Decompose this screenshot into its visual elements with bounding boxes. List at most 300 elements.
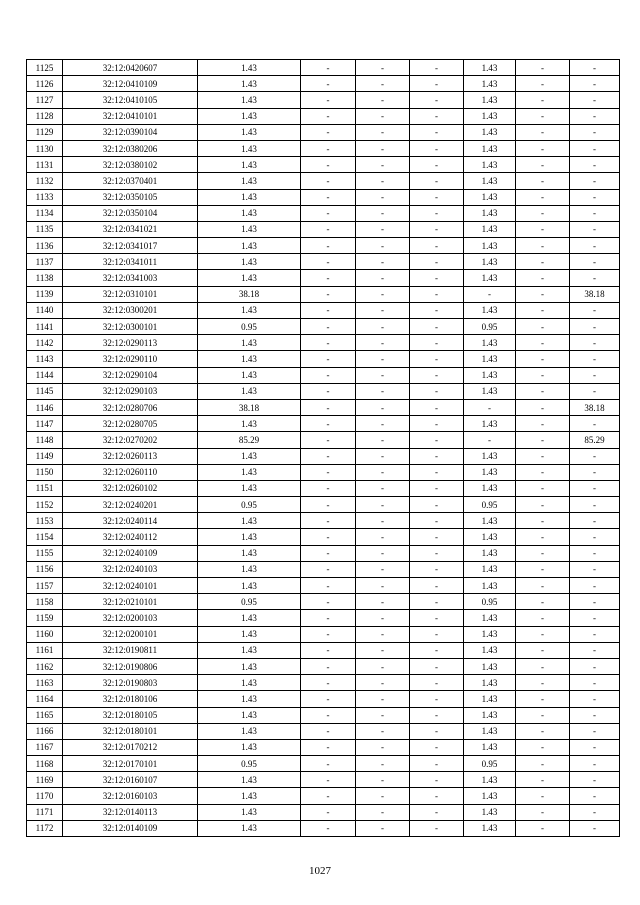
total-cell: 1.43 bbox=[198, 464, 301, 480]
cadastral-number-cell: 32:12:0410105 bbox=[63, 92, 198, 108]
col4-cell: - bbox=[301, 578, 356, 594]
col9-cell: - bbox=[570, 92, 620, 108]
row-number-cell: 1148 bbox=[27, 432, 63, 448]
col5-cell: - bbox=[356, 399, 410, 415]
col8-cell: - bbox=[516, 820, 570, 836]
table-row bbox=[27, 76, 620, 92]
col5-cell: - bbox=[356, 367, 410, 383]
col4-cell: - bbox=[301, 140, 356, 156]
col5-cell: - bbox=[356, 529, 410, 545]
col9-cell: - bbox=[570, 448, 620, 464]
col7-cell: 1.43 bbox=[464, 626, 516, 642]
col8-cell: - bbox=[516, 756, 570, 772]
table-row bbox=[27, 545, 620, 561]
row-number-cell: 1171 bbox=[27, 804, 63, 820]
cadastral-number-cell: 32:12:0240112 bbox=[63, 529, 198, 545]
col6-cell: - bbox=[410, 124, 464, 140]
col6-cell: - bbox=[410, 92, 464, 108]
total-cell: 1.43 bbox=[198, 173, 301, 189]
col4-cell: - bbox=[301, 788, 356, 804]
col4-cell: - bbox=[301, 820, 356, 836]
total-cell: 1.43 bbox=[198, 254, 301, 270]
col5-cell: - bbox=[356, 254, 410, 270]
col6-cell: - bbox=[410, 351, 464, 367]
col4-cell: - bbox=[301, 464, 356, 480]
col4-cell: - bbox=[301, 221, 356, 237]
col8-cell: - bbox=[516, 497, 570, 513]
col8-cell: - bbox=[516, 140, 570, 156]
table-row bbox=[27, 254, 620, 270]
row-number-cell: 1142 bbox=[27, 335, 63, 351]
row-number-cell: 1164 bbox=[27, 691, 63, 707]
col8-cell: - bbox=[516, 108, 570, 124]
cadastral-number-cell: 32:12:0190811 bbox=[63, 642, 198, 658]
col7-cell: 1.43 bbox=[464, 804, 516, 820]
cadastral-number-cell: 32:12:0140109 bbox=[63, 820, 198, 836]
row-number-cell: 1160 bbox=[27, 626, 63, 642]
col4-cell: - bbox=[301, 626, 356, 642]
col6-cell: - bbox=[410, 578, 464, 594]
col8-cell: - bbox=[516, 221, 570, 237]
col7-cell: 1.43 bbox=[464, 302, 516, 318]
row-number-cell: 1127 bbox=[27, 92, 63, 108]
col7-cell: 1.43 bbox=[464, 707, 516, 723]
col9-cell: - bbox=[570, 642, 620, 658]
total-cell: 1.43 bbox=[198, 335, 301, 351]
col9-cell: - bbox=[570, 723, 620, 739]
total-cell: 1.43 bbox=[198, 626, 301, 642]
cadastral-number-cell: 32:12:0160103 bbox=[63, 788, 198, 804]
col7-cell: - bbox=[464, 432, 516, 448]
total-cell: 1.43 bbox=[198, 691, 301, 707]
row-number-cell: 1165 bbox=[27, 707, 63, 723]
table-row bbox=[27, 723, 620, 739]
cadastral-number-cell: 32:12:0180101 bbox=[63, 723, 198, 739]
row-number-cell: 1130 bbox=[27, 140, 63, 156]
total-cell: 1.43 bbox=[198, 820, 301, 836]
col6-cell: - bbox=[410, 626, 464, 642]
col5-cell: - bbox=[356, 270, 410, 286]
col9-cell: - bbox=[570, 772, 620, 788]
table-row bbox=[27, 189, 620, 205]
col5-cell: - bbox=[356, 335, 410, 351]
col8-cell: - bbox=[516, 707, 570, 723]
col6-cell: - bbox=[410, 383, 464, 399]
row-number-cell: 1134 bbox=[27, 205, 63, 221]
col9-cell: - bbox=[570, 416, 620, 432]
col6-cell: - bbox=[410, 302, 464, 318]
col6-cell: - bbox=[410, 561, 464, 577]
table-row bbox=[27, 739, 620, 755]
col8-cell: - bbox=[516, 286, 570, 302]
col4-cell: - bbox=[301, 189, 356, 205]
col8-cell: - bbox=[516, 383, 570, 399]
col6-cell: - bbox=[410, 221, 464, 237]
table-row bbox=[27, 221, 620, 237]
cadastral-number-cell: 32:12:0370401 bbox=[63, 173, 198, 189]
row-number-cell: 1163 bbox=[27, 675, 63, 691]
col4-cell: - bbox=[301, 416, 356, 432]
col4-cell: - bbox=[301, 319, 356, 335]
col8-cell: - bbox=[516, 788, 570, 804]
table-row bbox=[27, 578, 620, 594]
row-number-cell: 1167 bbox=[27, 739, 63, 755]
row-number-cell: 1132 bbox=[27, 173, 63, 189]
col5-cell: - bbox=[356, 788, 410, 804]
col7-cell: 1.43 bbox=[464, 513, 516, 529]
col6-cell: - bbox=[410, 319, 464, 335]
cadastral-number-cell: 32:12:0260102 bbox=[63, 480, 198, 496]
row-number-cell: 1154 bbox=[27, 529, 63, 545]
table-row bbox=[27, 464, 620, 480]
col6-cell: - bbox=[410, 739, 464, 755]
col7-cell: 1.43 bbox=[464, 675, 516, 691]
col5-cell: - bbox=[356, 626, 410, 642]
col9-cell: - bbox=[570, 804, 620, 820]
col5-cell: - bbox=[356, 675, 410, 691]
col9-cell: - bbox=[570, 675, 620, 691]
row-number-cell: 1168 bbox=[27, 756, 63, 772]
total-cell: 0.95 bbox=[198, 497, 301, 513]
col7-cell: 1.43 bbox=[464, 691, 516, 707]
total-cell: 1.43 bbox=[198, 739, 301, 755]
col4-cell: - bbox=[301, 545, 356, 561]
col5-cell: - bbox=[356, 513, 410, 529]
col4-cell: - bbox=[301, 772, 356, 788]
col5-cell: - bbox=[356, 124, 410, 140]
row-number-cell: 1152 bbox=[27, 497, 63, 513]
col9-cell: - bbox=[570, 157, 620, 173]
col9-cell: - bbox=[570, 561, 620, 577]
total-cell: 1.43 bbox=[198, 675, 301, 691]
col5-cell: - bbox=[356, 319, 410, 335]
total-cell: 1.43 bbox=[198, 140, 301, 156]
total-cell: 38.18 bbox=[198, 286, 301, 302]
col9-cell: - bbox=[570, 497, 620, 513]
col9-cell: - bbox=[570, 383, 620, 399]
table-row bbox=[27, 804, 620, 820]
col5-cell: - bbox=[356, 432, 410, 448]
cadastral-number-cell: 32:12:0260113 bbox=[63, 448, 198, 464]
cadastral-number-cell: 32:12:0180106 bbox=[63, 691, 198, 707]
cadastral-number-cell: 32:12:0341011 bbox=[63, 254, 198, 270]
cadastral-number-cell: 32:12:0350105 bbox=[63, 189, 198, 205]
cadastral-number-cell: 32:12:0350104 bbox=[63, 205, 198, 221]
cadastral-number-cell: 32:12:0390104 bbox=[63, 124, 198, 140]
table-row bbox=[27, 788, 620, 804]
col5-cell: - bbox=[356, 723, 410, 739]
col8-cell: - bbox=[516, 594, 570, 610]
col4-cell: - bbox=[301, 804, 356, 820]
total-cell: 0.95 bbox=[198, 319, 301, 335]
col9-cell: - bbox=[570, 480, 620, 496]
col7-cell: 1.43 bbox=[464, 367, 516, 383]
table-row bbox=[27, 594, 620, 610]
col9-cell: - bbox=[570, 658, 620, 674]
total-cell: 1.43 bbox=[198, 157, 301, 173]
col6-cell: - bbox=[410, 140, 464, 156]
cadastral-number-cell: 32:12:0200103 bbox=[63, 610, 198, 626]
row-number-cell: 1139 bbox=[27, 286, 63, 302]
cadastral-number-cell: 32:12:0300101 bbox=[63, 319, 198, 335]
cadastral-number-cell: 32:12:0300201 bbox=[63, 302, 198, 318]
cadastral-number-cell: 32:12:0190803 bbox=[63, 675, 198, 691]
col5-cell: - bbox=[356, 578, 410, 594]
row-number-cell: 1145 bbox=[27, 383, 63, 399]
col7-cell: 1.43 bbox=[464, 529, 516, 545]
col9-cell: - bbox=[570, 124, 620, 140]
col8-cell: - bbox=[516, 92, 570, 108]
col5-cell: - bbox=[356, 691, 410, 707]
col6-cell: - bbox=[410, 804, 464, 820]
col5-cell: - bbox=[356, 60, 410, 76]
col8-cell: - bbox=[516, 610, 570, 626]
col5-cell: - bbox=[356, 351, 410, 367]
row-number-cell: 1144 bbox=[27, 367, 63, 383]
col4-cell: - bbox=[301, 399, 356, 415]
col7-cell: 0.95 bbox=[464, 319, 516, 335]
col5-cell: - bbox=[356, 610, 410, 626]
col8-cell: - bbox=[516, 545, 570, 561]
total-cell: 1.43 bbox=[198, 351, 301, 367]
col5-cell: - bbox=[356, 561, 410, 577]
cadastral-number-cell: 32:12:0240114 bbox=[63, 513, 198, 529]
row-number-cell: 1151 bbox=[27, 480, 63, 496]
col6-cell: - bbox=[410, 610, 464, 626]
col9-cell: - bbox=[570, 319, 620, 335]
col8-cell: - bbox=[516, 658, 570, 674]
table-row bbox=[27, 448, 620, 464]
total-cell: 1.43 bbox=[198, 238, 301, 254]
col8-cell: - bbox=[516, 804, 570, 820]
row-number-cell: 1166 bbox=[27, 723, 63, 739]
col4-cell: - bbox=[301, 610, 356, 626]
total-cell: 1.43 bbox=[198, 416, 301, 432]
col8-cell: - bbox=[516, 319, 570, 335]
col4-cell: - bbox=[301, 723, 356, 739]
col5-cell: - bbox=[356, 221, 410, 237]
col8-cell: - bbox=[516, 626, 570, 642]
cadastral-number-cell: 32:12:0200101 bbox=[63, 626, 198, 642]
total-cell: 85.29 bbox=[198, 432, 301, 448]
total-cell: 1.43 bbox=[198, 788, 301, 804]
col4-cell: - bbox=[301, 124, 356, 140]
col9-cell: - bbox=[570, 594, 620, 610]
col9-cell: - bbox=[570, 707, 620, 723]
col4-cell: - bbox=[301, 529, 356, 545]
col4-cell: - bbox=[301, 351, 356, 367]
col6-cell: - bbox=[410, 432, 464, 448]
col6-cell: - bbox=[410, 529, 464, 545]
row-number-cell: 1146 bbox=[27, 399, 63, 415]
cadastral-number-cell: 32:12:0341003 bbox=[63, 270, 198, 286]
col8-cell: - bbox=[516, 270, 570, 286]
cadastral-number-cell: 32:12:0290103 bbox=[63, 383, 198, 399]
cadastral-number-cell: 32:12:0270202 bbox=[63, 432, 198, 448]
col8-cell: - bbox=[516, 529, 570, 545]
col8-cell: - bbox=[516, 60, 570, 76]
cadastral-number-cell: 32:12:0170212 bbox=[63, 739, 198, 755]
total-cell: 1.43 bbox=[198, 270, 301, 286]
row-number-cell: 1153 bbox=[27, 513, 63, 529]
col9-cell: - bbox=[570, 756, 620, 772]
col5-cell: - bbox=[356, 92, 410, 108]
col9-cell: - bbox=[570, 545, 620, 561]
col8-cell: - bbox=[516, 173, 570, 189]
col8-cell: - bbox=[516, 513, 570, 529]
col4-cell: - bbox=[301, 448, 356, 464]
col9-cell: - bbox=[570, 529, 620, 545]
col7-cell: 1.43 bbox=[464, 157, 516, 173]
col7-cell: 1.43 bbox=[464, 173, 516, 189]
col5-cell: - bbox=[356, 448, 410, 464]
row-number-cell: 1128 bbox=[27, 108, 63, 124]
total-cell: 1.43 bbox=[198, 561, 301, 577]
table-row bbox=[27, 480, 620, 496]
col7-cell: 1.43 bbox=[464, 545, 516, 561]
col7-cell: - bbox=[464, 286, 516, 302]
col6-cell: - bbox=[410, 658, 464, 674]
col7-cell: 1.43 bbox=[464, 788, 516, 804]
col6-cell: - bbox=[410, 189, 464, 205]
col7-cell: 1.43 bbox=[464, 480, 516, 496]
col9-cell: 38.18 bbox=[570, 286, 620, 302]
cadastral-number-cell: 32:12:0160107 bbox=[63, 772, 198, 788]
table-row bbox=[27, 416, 620, 432]
col7-cell: 1.43 bbox=[464, 254, 516, 270]
col7-cell: 1.43 bbox=[464, 448, 516, 464]
col4-cell: - bbox=[301, 658, 356, 674]
row-number-cell: 1150 bbox=[27, 464, 63, 480]
table-row bbox=[27, 351, 620, 367]
table-row bbox=[27, 367, 620, 383]
col4-cell: - bbox=[301, 691, 356, 707]
col6-cell: - bbox=[410, 238, 464, 254]
col4-cell: - bbox=[301, 432, 356, 448]
table-row bbox=[27, 108, 620, 124]
col7-cell: 1.43 bbox=[464, 221, 516, 237]
row-number-cell: 1169 bbox=[27, 772, 63, 788]
col9-cell: - bbox=[570, 335, 620, 351]
cadastral-number-cell: 32:12:0410101 bbox=[63, 108, 198, 124]
col8-cell: - bbox=[516, 480, 570, 496]
col9-cell: - bbox=[570, 76, 620, 92]
col8-cell: - bbox=[516, 302, 570, 318]
col9-cell: - bbox=[570, 140, 620, 156]
col9-cell: - bbox=[570, 205, 620, 221]
col6-cell: - bbox=[410, 173, 464, 189]
table-row bbox=[27, 92, 620, 108]
table-row bbox=[27, 513, 620, 529]
col4-cell: - bbox=[301, 92, 356, 108]
col4-cell: - bbox=[301, 707, 356, 723]
col5-cell: - bbox=[356, 157, 410, 173]
col7-cell: 1.43 bbox=[464, 92, 516, 108]
col6-cell: - bbox=[410, 286, 464, 302]
col9-cell: - bbox=[570, 626, 620, 642]
col5-cell: - bbox=[356, 238, 410, 254]
table-row bbox=[27, 286, 620, 302]
col5-cell: - bbox=[356, 76, 410, 92]
table-row bbox=[27, 157, 620, 173]
total-cell: 0.95 bbox=[198, 756, 301, 772]
cadastral-number-cell: 32:12:0240109 bbox=[63, 545, 198, 561]
col4-cell: - bbox=[301, 286, 356, 302]
col8-cell: - bbox=[516, 205, 570, 221]
total-cell: 1.43 bbox=[198, 76, 301, 92]
row-number-cell: 1149 bbox=[27, 448, 63, 464]
table-row bbox=[27, 140, 620, 156]
total-cell: 1.43 bbox=[198, 529, 301, 545]
page-number: 1027 bbox=[309, 865, 331, 877]
col7-cell: 0.95 bbox=[464, 594, 516, 610]
total-cell: 1.43 bbox=[198, 772, 301, 788]
col7-cell: - bbox=[464, 399, 516, 415]
col6-cell: - bbox=[410, 545, 464, 561]
total-cell: 1.43 bbox=[198, 205, 301, 221]
col9-cell: 38.18 bbox=[570, 399, 620, 415]
col7-cell: 1.43 bbox=[464, 124, 516, 140]
col5-cell: - bbox=[356, 416, 410, 432]
col8-cell: - bbox=[516, 367, 570, 383]
table-row bbox=[27, 772, 620, 788]
col9-cell: - bbox=[570, 578, 620, 594]
col6-cell: - bbox=[410, 691, 464, 707]
col5-cell: - bbox=[356, 286, 410, 302]
col5-cell: - bbox=[356, 804, 410, 820]
table-row bbox=[27, 124, 620, 140]
col5-cell: - bbox=[356, 302, 410, 318]
col4-cell: - bbox=[301, 383, 356, 399]
col6-cell: - bbox=[410, 642, 464, 658]
col5-cell: - bbox=[356, 707, 410, 723]
total-cell: 1.43 bbox=[198, 707, 301, 723]
table-row bbox=[27, 642, 620, 658]
col6-cell: - bbox=[410, 157, 464, 173]
col5-cell: - bbox=[356, 140, 410, 156]
table-row bbox=[27, 675, 620, 691]
col6-cell: - bbox=[410, 464, 464, 480]
table-row bbox=[27, 658, 620, 674]
col6-cell: - bbox=[410, 594, 464, 610]
cadastral-number-cell: 32:12:0180105 bbox=[63, 707, 198, 723]
col7-cell: 1.43 bbox=[464, 351, 516, 367]
col5-cell: - bbox=[356, 108, 410, 124]
col8-cell: - bbox=[516, 691, 570, 707]
col8-cell: - bbox=[516, 189, 570, 205]
cadastral-number-cell: 32:12:0341021 bbox=[63, 221, 198, 237]
col7-cell: 1.43 bbox=[464, 820, 516, 836]
col4-cell: - bbox=[301, 238, 356, 254]
col9-cell: - bbox=[570, 367, 620, 383]
col5-cell: - bbox=[356, 189, 410, 205]
row-number-cell: 1136 bbox=[27, 238, 63, 254]
row-number-cell: 1129 bbox=[27, 124, 63, 140]
total-cell: 1.43 bbox=[198, 610, 301, 626]
col6-cell: - bbox=[410, 76, 464, 92]
col8-cell: - bbox=[516, 416, 570, 432]
row-number-cell: 1143 bbox=[27, 351, 63, 367]
col9-cell: - bbox=[570, 788, 620, 804]
col7-cell: 1.43 bbox=[464, 189, 516, 205]
col6-cell: - bbox=[410, 772, 464, 788]
col4-cell: - bbox=[301, 157, 356, 173]
col4-cell: - bbox=[301, 497, 356, 513]
row-number-cell: 1140 bbox=[27, 302, 63, 318]
row-number-cell: 1135 bbox=[27, 221, 63, 237]
col8-cell: - bbox=[516, 772, 570, 788]
col8-cell: - bbox=[516, 351, 570, 367]
